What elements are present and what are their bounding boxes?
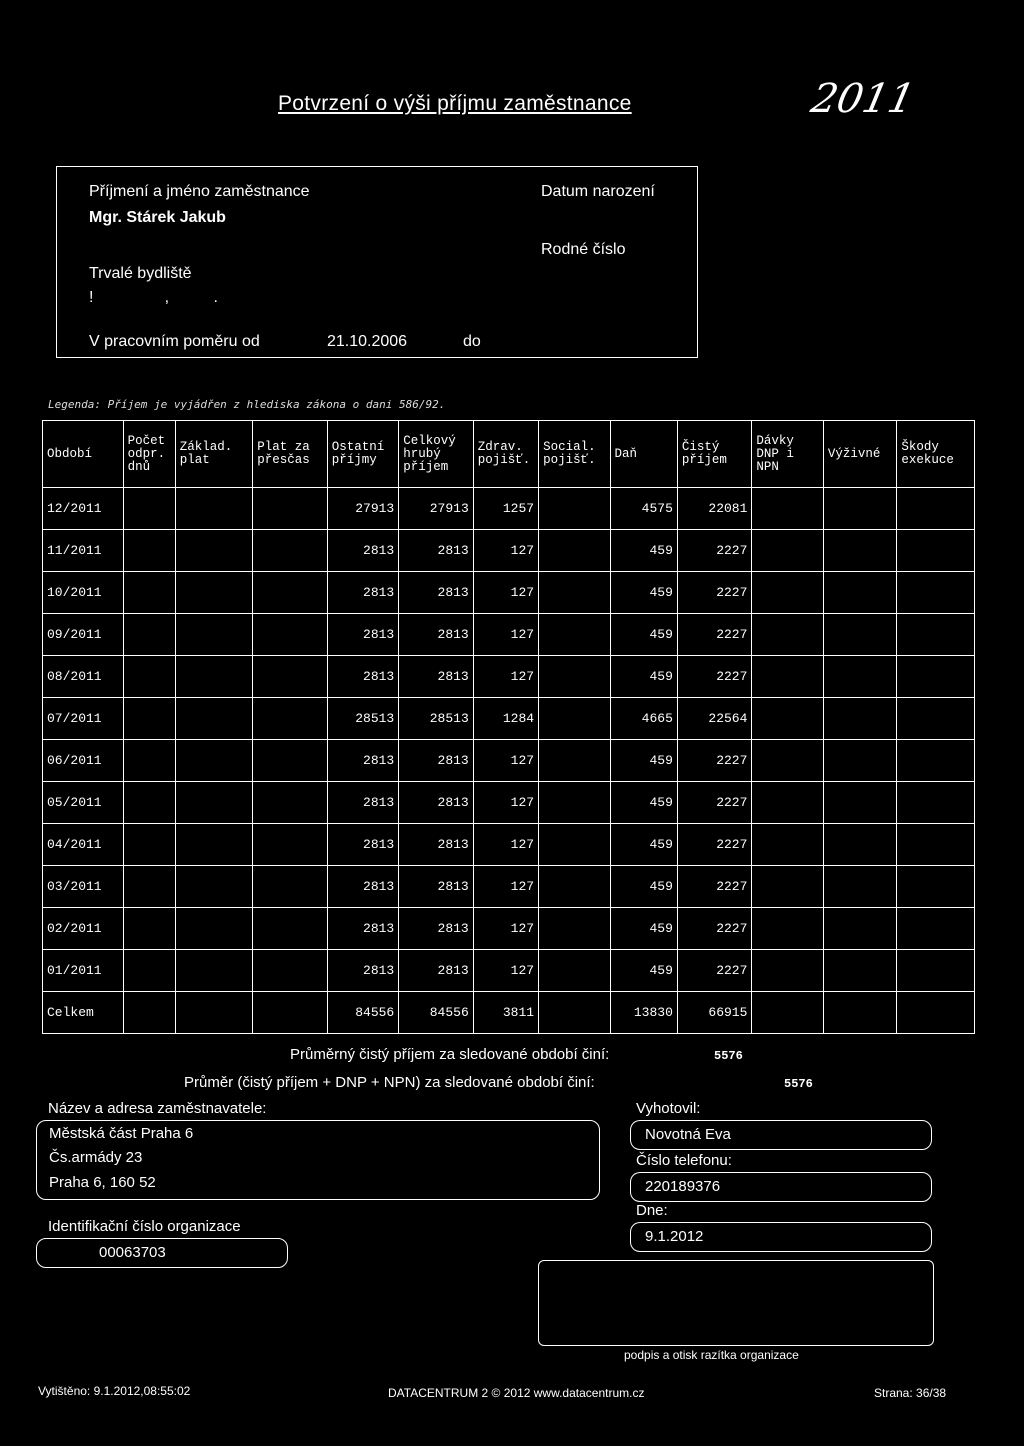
period-cell: 11/2011 <box>43 530 124 572</box>
table-cell <box>253 992 328 1034</box>
table-cell: 127 <box>473 656 538 698</box>
address-value: ! , . <box>89 289 218 306</box>
table-row <box>43 572 975 614</box>
period-cell: 08/2011 <box>43 656 124 698</box>
table-cell <box>752 530 823 572</box>
table-cell: 459 <box>610 782 677 824</box>
table-cell <box>123 866 175 908</box>
table-cell <box>253 656 328 698</box>
table-cell: 2227 <box>677 530 752 572</box>
employment-to-label: do <box>463 333 481 350</box>
avg-net-value: 5576 <box>714 1049 743 1063</box>
table-cell: 459 <box>610 824 677 866</box>
employee-name-label: Příjmení a jméno zaměstnance <box>89 183 310 200</box>
column-header: Daň <box>610 421 677 488</box>
table-cell <box>897 824 975 866</box>
table-cell: 127 <box>473 950 538 992</box>
period-cell: 07/2011 <box>43 698 124 740</box>
table-cell <box>752 614 823 656</box>
table-cell <box>897 488 975 530</box>
table-cell <box>123 530 175 572</box>
table-row <box>43 488 975 530</box>
table-cell <box>175 656 253 698</box>
table-cell: 28513 <box>327 698 398 740</box>
table-cell: 2813 <box>327 908 398 950</box>
table-row <box>43 782 975 824</box>
table-cell: 2813 <box>399 824 474 866</box>
table-cell <box>823 866 896 908</box>
table-cell <box>897 572 975 614</box>
table-cell <box>539 572 610 614</box>
table-cell: 2227 <box>677 866 752 908</box>
column-header: Celkový hrubý příjem <box>399 421 474 488</box>
employer-label: Název a adresa zaměstnavatele: <box>48 1100 267 1117</box>
avg-net-dnp-value: 5576 <box>784 1077 813 1091</box>
date-value: 9.1.2012 <box>645 1228 704 1245</box>
table-cell <box>175 530 253 572</box>
table-cell: 2813 <box>327 740 398 782</box>
table-cell: 2227 <box>677 740 752 782</box>
table-cell <box>123 488 175 530</box>
table-cell: 127 <box>473 782 538 824</box>
table-cell: 4575 <box>610 488 677 530</box>
table-cell: 127 <box>473 908 538 950</box>
table-cell <box>123 572 175 614</box>
org-id-value: 00063703 <box>99 1244 166 1261</box>
table-cell: 2227 <box>677 950 752 992</box>
table-cell <box>253 572 328 614</box>
period-cell: 05/2011 <box>43 782 124 824</box>
table-cell: 2813 <box>399 782 474 824</box>
table-row <box>43 866 975 908</box>
prepared-by-label: Vyhotovil: <box>636 1100 701 1117</box>
table-cell: 2813 <box>399 656 474 698</box>
table-row <box>43 824 975 866</box>
table-cell <box>823 614 896 656</box>
table-cell <box>253 950 328 992</box>
table-cell <box>897 656 975 698</box>
table-cell: 2813 <box>327 530 398 572</box>
column-header: Výživné <box>823 421 896 488</box>
phone-box <box>630 1172 932 1202</box>
table-cell <box>539 782 610 824</box>
table-cell: 2813 <box>327 572 398 614</box>
employee-info-box <box>56 166 698 358</box>
period-cell: 10/2011 <box>43 572 124 614</box>
table-cell: 27913 <box>399 488 474 530</box>
table-cell <box>897 614 975 656</box>
table-cell: 459 <box>610 740 677 782</box>
table-cell: 2813 <box>399 572 474 614</box>
table-cell: 2813 <box>327 656 398 698</box>
table-header-row <box>43 421 975 488</box>
column-header: Škody exekuce <box>897 421 975 488</box>
table-cell: 2813 <box>327 614 398 656</box>
table-cell <box>253 698 328 740</box>
table-cell <box>253 740 328 782</box>
table-cell: 459 <box>610 656 677 698</box>
table-cell <box>253 782 328 824</box>
table-cell <box>175 698 253 740</box>
table-cell: 1284 <box>473 698 538 740</box>
document-title: Potvrzení o výši příjmu zaměstnance <box>278 92 632 115</box>
table-cell: 2813 <box>399 740 474 782</box>
table-cell <box>823 656 896 698</box>
table-cell: 2813 <box>327 866 398 908</box>
printed-timestamp: Vytištěno: 9.1.2012,08:55:02 <box>38 1384 191 1398</box>
signature-stamp-box <box>538 1260 934 1346</box>
table-cell <box>752 698 823 740</box>
employment-from-label: V pracovním poměru od <box>89 333 260 350</box>
prepared-by-box <box>630 1120 932 1150</box>
table-cell <box>123 992 175 1034</box>
avg-net-label: Průměrný čistý příjem za sledované období činí: <box>290 1046 610 1063</box>
table-row <box>43 950 975 992</box>
table-cell <box>253 488 328 530</box>
table-cell <box>823 740 896 782</box>
table-cell <box>175 950 253 992</box>
table-cell: 459 <box>610 614 677 656</box>
table-cell: 2813 <box>327 782 398 824</box>
table-cell <box>823 530 896 572</box>
table-row <box>43 614 975 656</box>
table-cell <box>253 908 328 950</box>
table-cell <box>823 908 896 950</box>
column-header: Počet odpr. dnů <box>123 421 175 488</box>
table-cell <box>539 656 610 698</box>
table-cell <box>123 614 175 656</box>
table-cell <box>897 740 975 782</box>
table-cell <box>253 530 328 572</box>
table-cell <box>123 656 175 698</box>
table-cell: 2227 <box>677 908 752 950</box>
employer-line-2: Čs.armády 23 <box>49 1149 143 1166</box>
table-cell <box>752 824 823 866</box>
handwritten-year: 2011 <box>807 76 919 122</box>
table-cell <box>123 740 175 782</box>
table-cell: 459 <box>610 572 677 614</box>
table-cell: 27913 <box>327 488 398 530</box>
table-cell <box>123 698 175 740</box>
table-cell: 1257 <box>473 488 538 530</box>
table-cell <box>539 698 610 740</box>
table-cell: 127 <box>473 572 538 614</box>
table-cell <box>539 530 610 572</box>
table-cell <box>175 488 253 530</box>
table-cell <box>752 908 823 950</box>
table-cell: 2813 <box>399 908 474 950</box>
table-cell <box>123 824 175 866</box>
table-cell <box>175 614 253 656</box>
table-cell <box>539 908 610 950</box>
birth-number-label: Rodné číslo <box>541 241 626 258</box>
table-cell: 2227 <box>677 824 752 866</box>
table-cell <box>539 614 610 656</box>
table-cell: 2227 <box>677 656 752 698</box>
table-row <box>43 530 975 572</box>
income-table <box>42 420 975 1034</box>
column-header: Období <box>43 421 124 488</box>
table-cell <box>897 866 975 908</box>
table-cell <box>539 866 610 908</box>
table-cell: 2813 <box>327 824 398 866</box>
signature-caption: podpis a otisk razítka organizace <box>624 1348 799 1362</box>
software-credit: DATACENTRUM 2 © 2012 www.datacentrum.cz <box>388 1386 645 1400</box>
column-header: Čistý příjem <box>677 421 752 488</box>
address-label: Trvalé bydliště <box>89 265 192 282</box>
table-cell <box>539 992 610 1034</box>
table-cell <box>752 950 823 992</box>
employee-name-value: Mgr. Stárek Jakub <box>89 209 226 226</box>
birth-date-label: Datum narození <box>541 183 655 200</box>
employer-line-3: Praha 6, 160 52 <box>49 1174 156 1191</box>
table-cell <box>823 992 896 1034</box>
table-cell: 2227 <box>677 782 752 824</box>
table-cell: 66915 <box>677 992 752 1034</box>
table-cell <box>253 614 328 656</box>
table-cell <box>175 740 253 782</box>
table-cell <box>539 740 610 782</box>
table-cell <box>123 908 175 950</box>
table-cell: 127 <box>473 530 538 572</box>
table-cell <box>752 992 823 1034</box>
table-row <box>43 656 975 698</box>
table-cell <box>823 782 896 824</box>
table-cell <box>897 908 975 950</box>
column-header: Ostatní příjmy <box>327 421 398 488</box>
table-cell: 22564 <box>677 698 752 740</box>
table-cell: 459 <box>610 530 677 572</box>
table-cell: 459 <box>610 908 677 950</box>
table-cell <box>823 824 896 866</box>
employment-from-value: 21.10.2006 <box>327 333 408 350</box>
table-cell <box>752 866 823 908</box>
table-cell <box>897 782 975 824</box>
table-cell <box>823 572 896 614</box>
period-cell: 09/2011 <box>43 614 124 656</box>
table-row <box>43 992 975 1034</box>
column-header: Základ. plat <box>175 421 253 488</box>
table-row <box>43 740 975 782</box>
table-body <box>43 488 975 1034</box>
table-cell: 127 <box>473 740 538 782</box>
table-cell: 13830 <box>610 992 677 1034</box>
table-cell <box>823 950 896 992</box>
table-cell <box>823 698 896 740</box>
period-cell: 02/2011 <box>43 908 124 950</box>
org-id-box <box>36 1238 288 1268</box>
table-cell: 2227 <box>677 614 752 656</box>
table-cell: 84556 <box>399 992 474 1034</box>
table-cell: 127 <box>473 824 538 866</box>
table-cell: 2813 <box>399 614 474 656</box>
column-header: Social. pojišť. <box>539 421 610 488</box>
period-cell: 01/2011 <box>43 950 124 992</box>
table-cell: 84556 <box>327 992 398 1034</box>
period-cell: 03/2011 <box>43 866 124 908</box>
table-cell <box>175 572 253 614</box>
column-header: Dávky DNP i NPN <box>752 421 823 488</box>
table-cell <box>752 782 823 824</box>
date-box <box>630 1222 932 1252</box>
table-cell: 459 <box>610 950 677 992</box>
employer-address-box <box>36 1120 600 1200</box>
date-label: Dne: <box>636 1202 668 1219</box>
table-cell <box>752 656 823 698</box>
table-cell: 2813 <box>399 530 474 572</box>
table-cell <box>897 950 975 992</box>
table-cell <box>897 530 975 572</box>
phone-value: 220189376 <box>645 1178 721 1195</box>
table-cell <box>253 866 328 908</box>
period-cell: 12/2011 <box>43 488 124 530</box>
org-id-label: Identifikační číslo organizace <box>48 1218 241 1235</box>
page-number: Strana: 36/38 <box>874 1386 947 1400</box>
table-cell: 4665 <box>610 698 677 740</box>
table-row <box>43 908 975 950</box>
table-cell: 28513 <box>399 698 474 740</box>
column-header: Zdrav. pojišť. <box>473 421 538 488</box>
table-row <box>43 698 975 740</box>
table-cell <box>823 488 896 530</box>
table-cell <box>539 488 610 530</box>
table-cell <box>752 740 823 782</box>
period-cell: 06/2011 <box>43 740 124 782</box>
table-cell <box>175 992 253 1034</box>
period-cell: 04/2011 <box>43 824 124 866</box>
table-cell <box>539 950 610 992</box>
table-cell <box>752 488 823 530</box>
table-cell <box>539 824 610 866</box>
table-cell: 2813 <box>327 950 398 992</box>
table-cell: 127 <box>473 614 538 656</box>
legend-note: Legenda: Příjem je vyjádřen z hlediska zákona o dani 586/92. <box>48 398 446 411</box>
table-cell <box>175 908 253 950</box>
table-cell <box>175 824 253 866</box>
table-cell: 3811 <box>473 992 538 1034</box>
phone-label: Číslo telefonu: <box>636 1152 732 1169</box>
column-header: Plat za přesčas <box>253 421 328 488</box>
table-cell: 2813 <box>399 866 474 908</box>
table-cell: 2227 <box>677 572 752 614</box>
table-cell <box>175 782 253 824</box>
table-cell <box>123 950 175 992</box>
table-cell <box>175 866 253 908</box>
employer-line-1: Městská část Praha 6 <box>49 1125 194 1142</box>
table-cell: 459 <box>610 866 677 908</box>
table-cell: 127 <box>473 866 538 908</box>
period-cell: Celkem <box>43 992 124 1034</box>
table-cell <box>897 698 975 740</box>
table-cell <box>752 572 823 614</box>
table-cell <box>123 782 175 824</box>
prepared-by-value: Novotná Eva <box>645 1126 731 1143</box>
table-cell: 22081 <box>677 488 752 530</box>
table-cell: 2813 <box>399 950 474 992</box>
avg-net-dnp-label: Průměr (čistý příjem + DNP + NPN) za sledované období činí: <box>184 1074 595 1091</box>
table-cell <box>897 992 975 1034</box>
table-cell <box>253 824 328 866</box>
